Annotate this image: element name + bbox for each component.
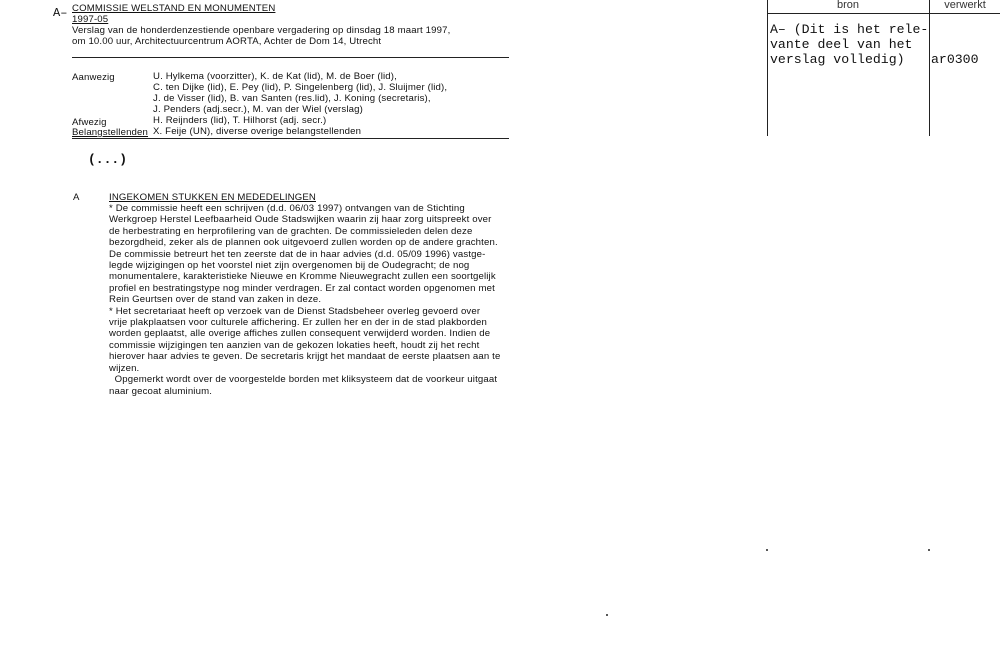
table-column-divider bbox=[929, 0, 930, 136]
body-line: * De commissie heeft een schrijven (d.d. 06/03 1997) ontvangen van de Stichting bbox=[109, 203, 465, 214]
section-body bbox=[109, 203, 500, 397]
bron-note bbox=[770, 22, 928, 67]
body-line: Werkgroep Herstel Leefbaarheid Oude Stadswijken waarin zij haar zorg uitspreekt over bbox=[109, 214, 492, 226]
col-verwerkt-header: verwerkt bbox=[944, 0, 986, 11]
absent-label: Afwezig bbox=[72, 117, 107, 128]
note-line: A– (Dit is het rele- bbox=[770, 22, 929, 37]
body-line: monumentalere, karakteristieke Nieuwe en Kromme Nieuwegracht zullen een soortgelijk bbox=[109, 271, 496, 283]
body-line: wijzen. bbox=[109, 362, 140, 374]
section-marker: A– bbox=[53, 6, 68, 20]
body-line: legde wijzigingen op het voorstel niet zijn overgenomen bij de Oudegracht; de nog bbox=[109, 260, 470, 272]
body-line: * Het secretariaat heeft op verzoek van de Dienst Stadsbeheer overleg gevoerd over bbox=[109, 305, 481, 317]
attendance-rule bbox=[72, 138, 509, 139]
body-line: commissie wijzigingen ten aanzien van de gekozen lokaties heeft, houdt zij het recht bbox=[109, 339, 480, 351]
scan-speck bbox=[766, 549, 768, 551]
section-letter: A bbox=[73, 192, 80, 203]
scan-speck bbox=[928, 549, 930, 551]
body-line: De commissie betreurt het ten zeerste dat de in haar advies (d.d. 05/09 1996) vastge- bbox=[109, 248, 486, 260]
intro-line-2: om 10.00 uur, Architectuurcentrum AORTA, Achter de Dom 14, Utrecht bbox=[72, 36, 382, 47]
absent-value: H. Reijnders (lid), T. Hilhorst (adj. secr.) bbox=[153, 115, 327, 126]
interested-label: Belangstellenden bbox=[72, 127, 149, 138]
present-label: Aanwezig bbox=[72, 72, 115, 83]
col-bron-header: bron bbox=[836, 0, 860, 11]
present-line: U. Hylkema (voorzitter), K. de Kat (lid), M. de Boer (lid), bbox=[153, 71, 397, 82]
intro-line-1: Verslag van de honderdenzestiende openbare vergadering op dinsdag 18 maart 1997, bbox=[72, 25, 451, 36]
body-line: naar gecoat aluminium. bbox=[109, 385, 213, 397]
present-line: C. ten Dijke (lid), E. Pey (lid), P. Singelenberg (lid), J. Sluijmer (lid), bbox=[153, 82, 448, 93]
body-line: profiel en bestratingstype nog minder verdragen. Er zal contact worden opgenomen met bbox=[109, 282, 495, 294]
body-line: bezorgdheid, zeker als de plannen ook uitgevoerd zullen worden op de andere grachten. bbox=[109, 237, 498, 249]
table-header-rule bbox=[767, 13, 1000, 14]
body-line: vrije plakplaatsen voor culturele affichering. Er zullen her en der in de stad plakborden bbox=[109, 317, 487, 329]
body-line: worden geplaatst, alle overige affiches zullen consequent verwijderd worden. Indien de bbox=[109, 328, 491, 340]
header-rule bbox=[72, 57, 509, 58]
present-line: J. Penders (adj.secr.), M. van der Wiel (verslag) bbox=[153, 104, 363, 115]
ellipsis: (...) bbox=[88, 152, 128, 167]
table-left-border bbox=[767, 0, 768, 136]
interested-value: X. Feije (UN), diverse overige belangstellenden bbox=[153, 126, 362, 137]
meeting-number: 1997-05 bbox=[72, 14, 109, 25]
note-line: verslag volledig) bbox=[770, 52, 905, 67]
body-line: de herbestrating en herprofilering van de grachten. De commissieleden delen deze bbox=[109, 225, 473, 237]
scan-speck bbox=[606, 614, 608, 616]
body-line: hierover haar advies te geven. De secretaris krijgt het mandaat de eerste plaatsen aan te bbox=[109, 351, 501, 363]
note-line: vante deel van het bbox=[770, 37, 913, 52]
verwerkt-code: ar0300 bbox=[931, 52, 979, 67]
commission-title: COMMISSIE WELSTAND EN MONUMENTEN bbox=[72, 3, 276, 14]
section-heading: INGEKOMEN STUKKEN EN MEDEDELINGEN bbox=[109, 192, 316, 203]
present-line: J. de Visser (lid), B. van Santen (res.lid), J. Koning (secretaris), bbox=[153, 93, 431, 104]
body-line: Rein Geurtsen over de stand van zaken in deze. bbox=[109, 294, 322, 306]
body-line: Opgemerkt wordt over de voorgestelde borden met kliksysteem dat de voorkeur uitgaat bbox=[109, 374, 498, 386]
